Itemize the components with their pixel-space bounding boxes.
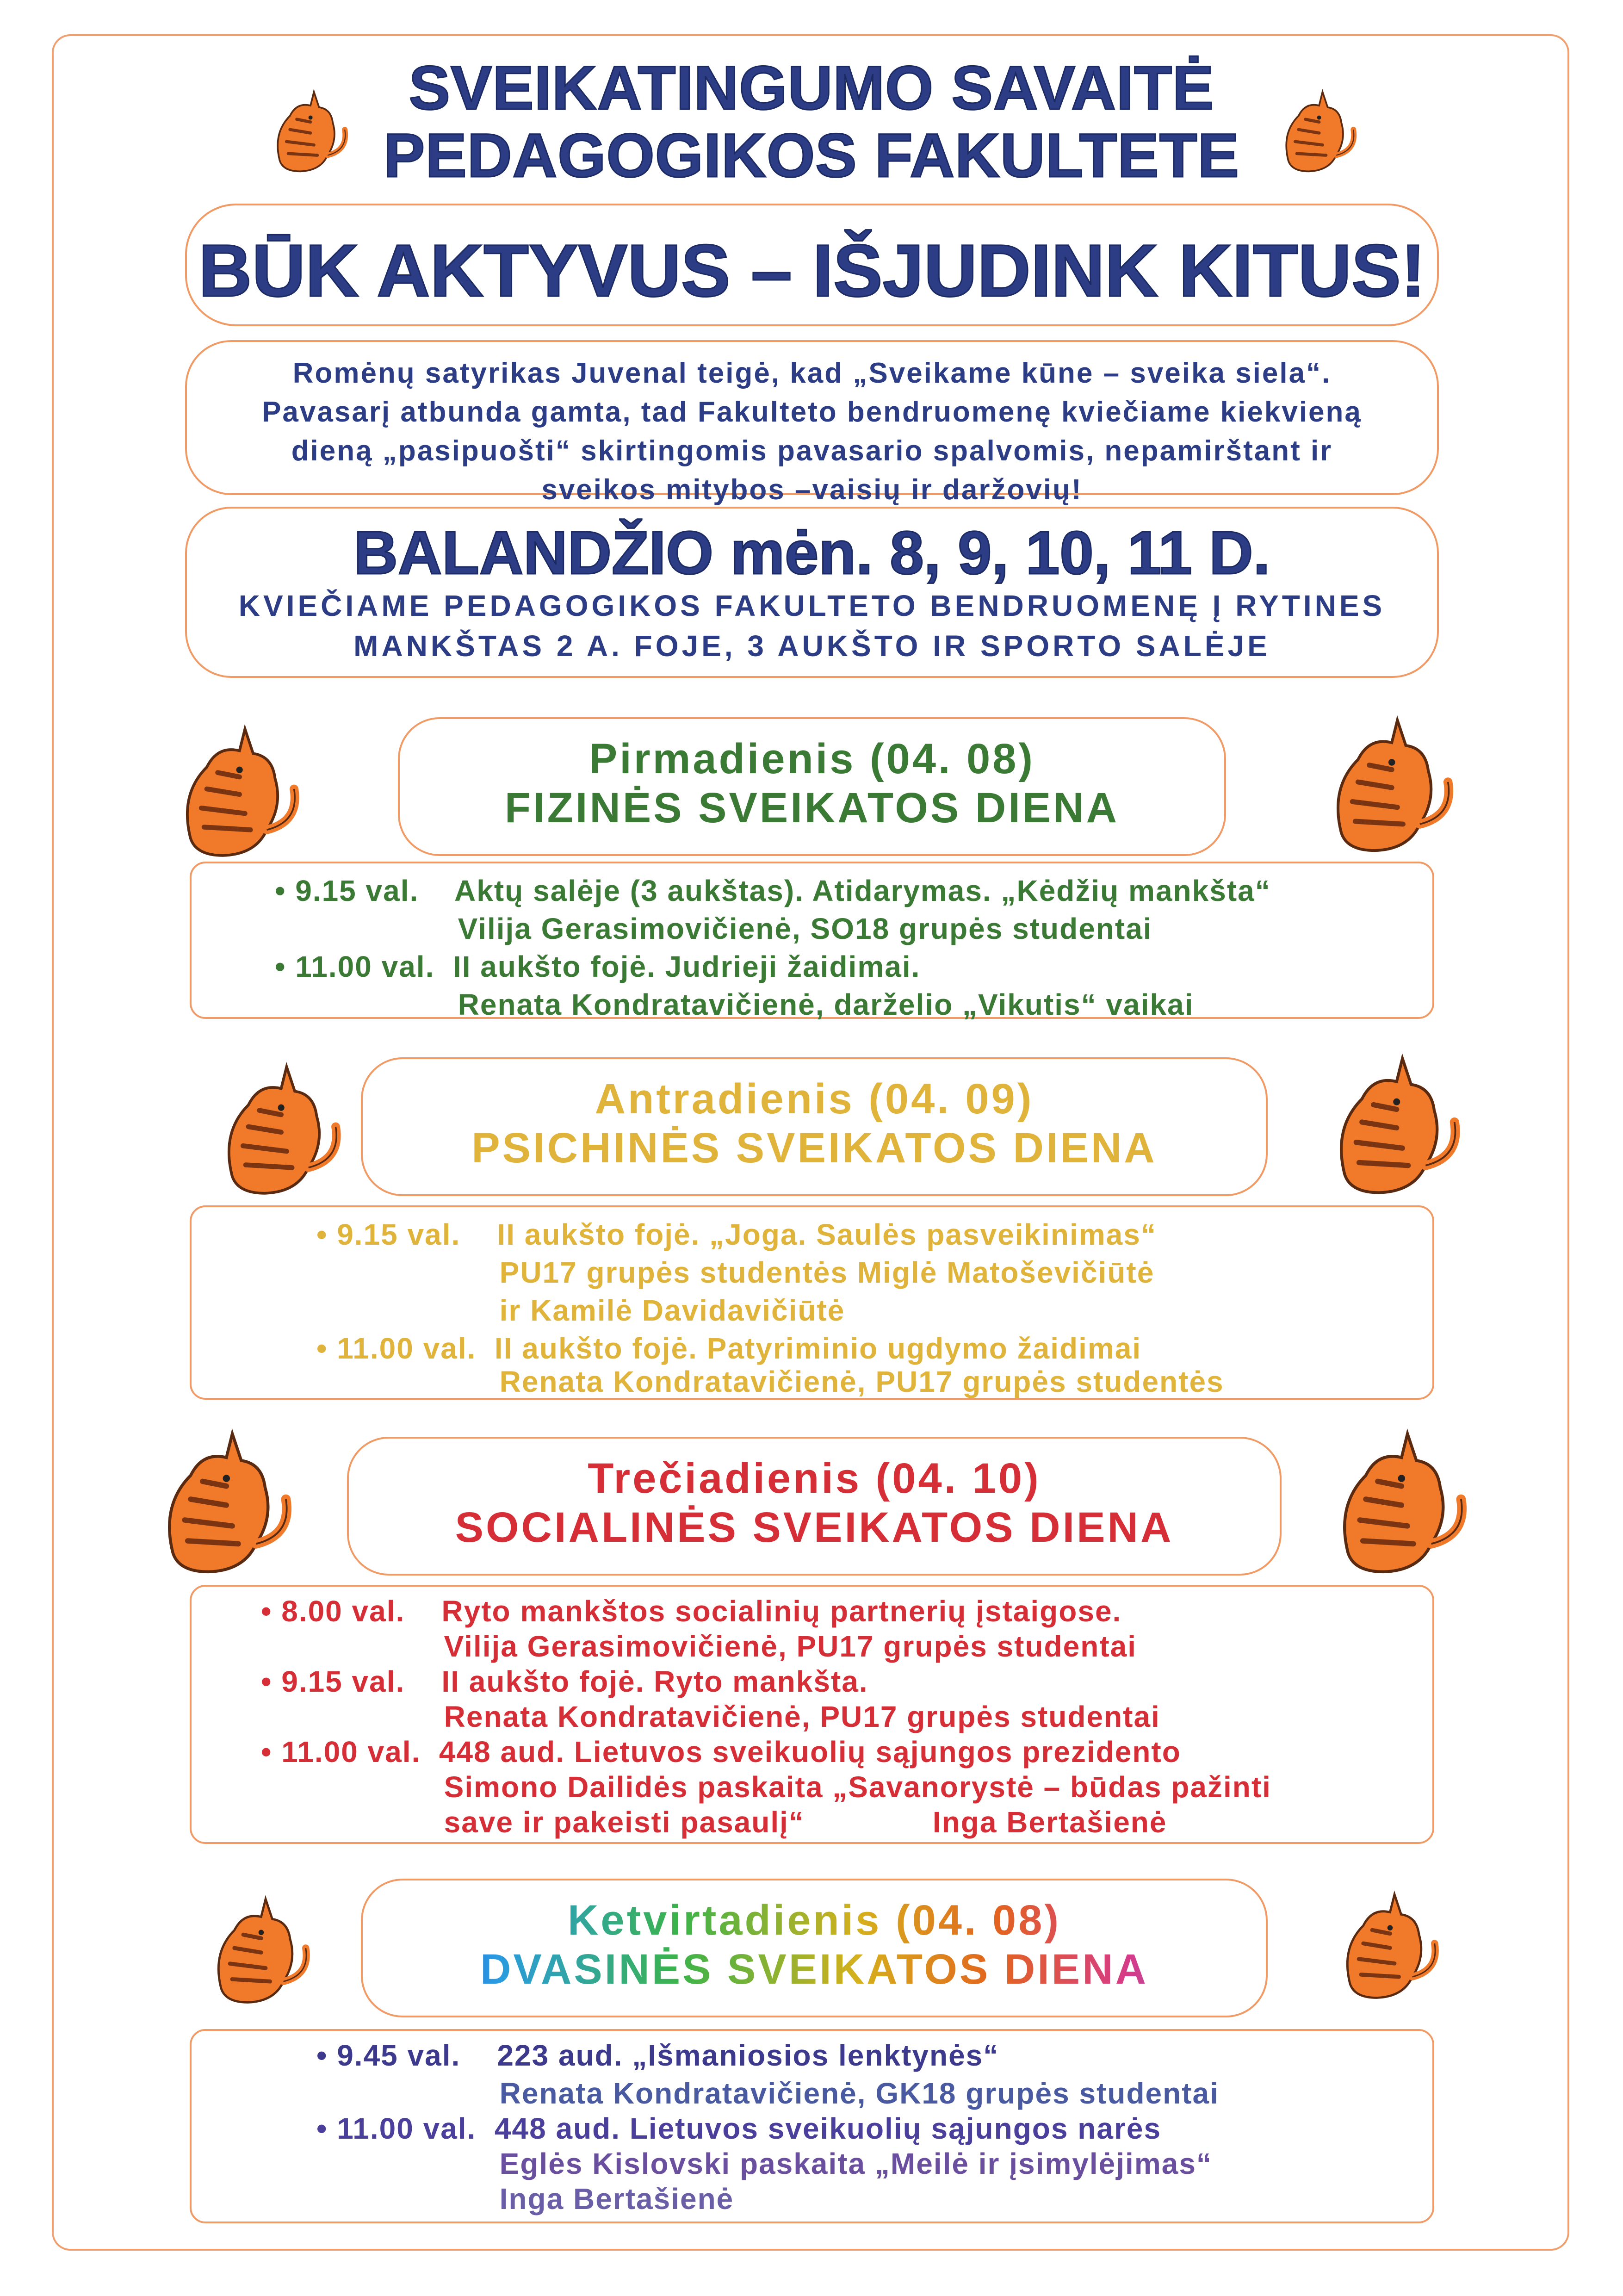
cat-illustration-icon [125, 1416, 310, 1582]
dates-invite-line1: KVIEČIAME PEDAGOGIKOS FAKULTETO BENDRUOMENĘ Į RYTINES [238, 589, 1386, 622]
day-header-monday [398, 717, 1226, 856]
day-theme: FIZINĖS SVEIKATOS DIENA [504, 784, 1120, 832]
schedule-line: PU17 grupės studentės Miglė Matoševičiūtė [316, 1256, 1155, 1289]
day-name: Antradienis (04. 09) [595, 1075, 1034, 1123]
schedule-monday [190, 862, 1434, 1019]
schedule-line: Renata Kondratavičienė, PU17 grupės studentai [261, 1700, 1160, 1733]
slogan-box [185, 204, 1439, 326]
schedule-line: save ir pakeisti pasaulį“ Inga Bertašienė [261, 1806, 1167, 1839]
schedule-wednesday [190, 1585, 1434, 1844]
schedule-line: • 8.00 val. Ryto mankštos socialinių partnerių įstaigose. [261, 1595, 1122, 1628]
dates-box [185, 507, 1439, 678]
schedule-line: ir Kamilė Davidavičiūtė [316, 1294, 845, 1327]
schedule-line: • 9.45 val. 223 aud. „Išmaniosios lenktynės“ [316, 2039, 999, 2072]
slogan-text: BŪK AKTYVUS – IŠJUDINK KITUS! [198, 229, 1426, 312]
dates-heading: BALANDŽIO mėn. 8, 9, 10, 11 D. [353, 519, 1270, 587]
schedule-line: • 11.00 val. 448 aud. Lietuvos sveikuolių sąjungos narės [316, 2112, 1162, 2145]
schedule-line: • 9.15 val. II aukšto fojė. Ryto mankšta. [261, 1665, 868, 1698]
schedule-line: Inga Bertašienė [316, 2182, 734, 2215]
cat-illustration-icon [1286, 703, 1481, 861]
cat-illustration-icon [1295, 1416, 1490, 1582]
schedule-line: Simono Dailidės paskaita „Savanorystė – būdas pažinti [261, 1770, 1271, 1804]
intro-text: Romėnų satyrikas Juvenal teigė, kad „Sveikame kūne – sveika siela“. Pavasarį atbunda gamta, tad Fakulteto bendruomenę kviečiame kiekvieną dieną „pasipuošti“ skirtingomis pavasario spalvomis, nepamirštant ir sveikos mitybos –vaisių ir daržovių! [262, 357, 1362, 506]
schedule-line: Vilija Gerasimovičienė, PU17 grupės studentai [261, 1630, 1137, 1663]
schedule-line: Renata Kondratavičienė, GK18 grupės studentai [316, 2077, 1219, 2110]
schedule-thursday [190, 2029, 1434, 2223]
schedule-line: Renata Kondratavičienė, darželio „Vikutis“ vaikai [275, 988, 1194, 1021]
page-title: SVEIKATINGUMO SAVAITĖ [409, 54, 1214, 123]
schedule-line: • 9.15 val. Aktų salėje (3 aukštas). Atidarymas. „Kėdžių mankšta“ [275, 874, 1271, 907]
day-theme: DVASINĖS SVEIKATOS DIENA [363, 1945, 1266, 1993]
cat-illustration-icon [1295, 1041, 1481, 1203]
schedule-tuesday [190, 1205, 1434, 1400]
cat-illustration-icon [139, 713, 324, 865]
cat-illustration-icon [194, 1865, 315, 2031]
dates-invite-line2: MANKŠTAS 2 A. FOJE, 3 AUKŠTO IR SPORTO SALĖJE [353, 629, 1270, 663]
schedule-line: Renata Kondratavičienė, PU17 grupės studentės [316, 1365, 1224, 1398]
cat-illustration-icon [180, 1050, 365, 1203]
day-header-thursday [361, 1879, 1268, 2017]
day-header-wednesday [347, 1437, 1282, 1576]
day-name: Trečiadienis (04. 10) [588, 1455, 1041, 1502]
day-theme: SOCIALINĖS SVEIKATOS DIENA [455, 1504, 1174, 1551]
schedule-line: • 11.00 val. II aukšto fojė. Patyriminio ugdymo žaidimai [316, 1332, 1142, 1365]
day-name: Ketvirtadienis (04. 08) [363, 1896, 1266, 1944]
cat-illustration-icon [1323, 1855, 1443, 2031]
schedule-line: • 9.15 val. II aukšto fojė. „Joga. Saulės pasveikinimas“ [316, 1218, 1157, 1251]
day-header-tuesday [361, 1057, 1268, 1196]
schedule-line: • 11.00 val. 448 aud. Lietuvos sveikuolių sąjungos prezidento [261, 1735, 1181, 1769]
schedule-line: Eglės Kislovski paskaita „Meilė ir įsimylėjimas“ [316, 2147, 1212, 2180]
intro-box [185, 340, 1439, 506]
day-theme: PSICHINĖS SVEIKATOS DIENA [471, 1124, 1157, 1172]
schedule-line: Vilija Gerasimovičienė, SO18 grupės studentai [275, 912, 1152, 945]
day-name: Pirmadienis (04. 08) [588, 735, 1035, 782]
page-subtitle: PEDAGOGIKOS FAKULTETE [384, 121, 1239, 190]
schedule-line: • 11.00 val. II aukšto fojė. Judrieji žaidimai. [275, 950, 921, 983]
